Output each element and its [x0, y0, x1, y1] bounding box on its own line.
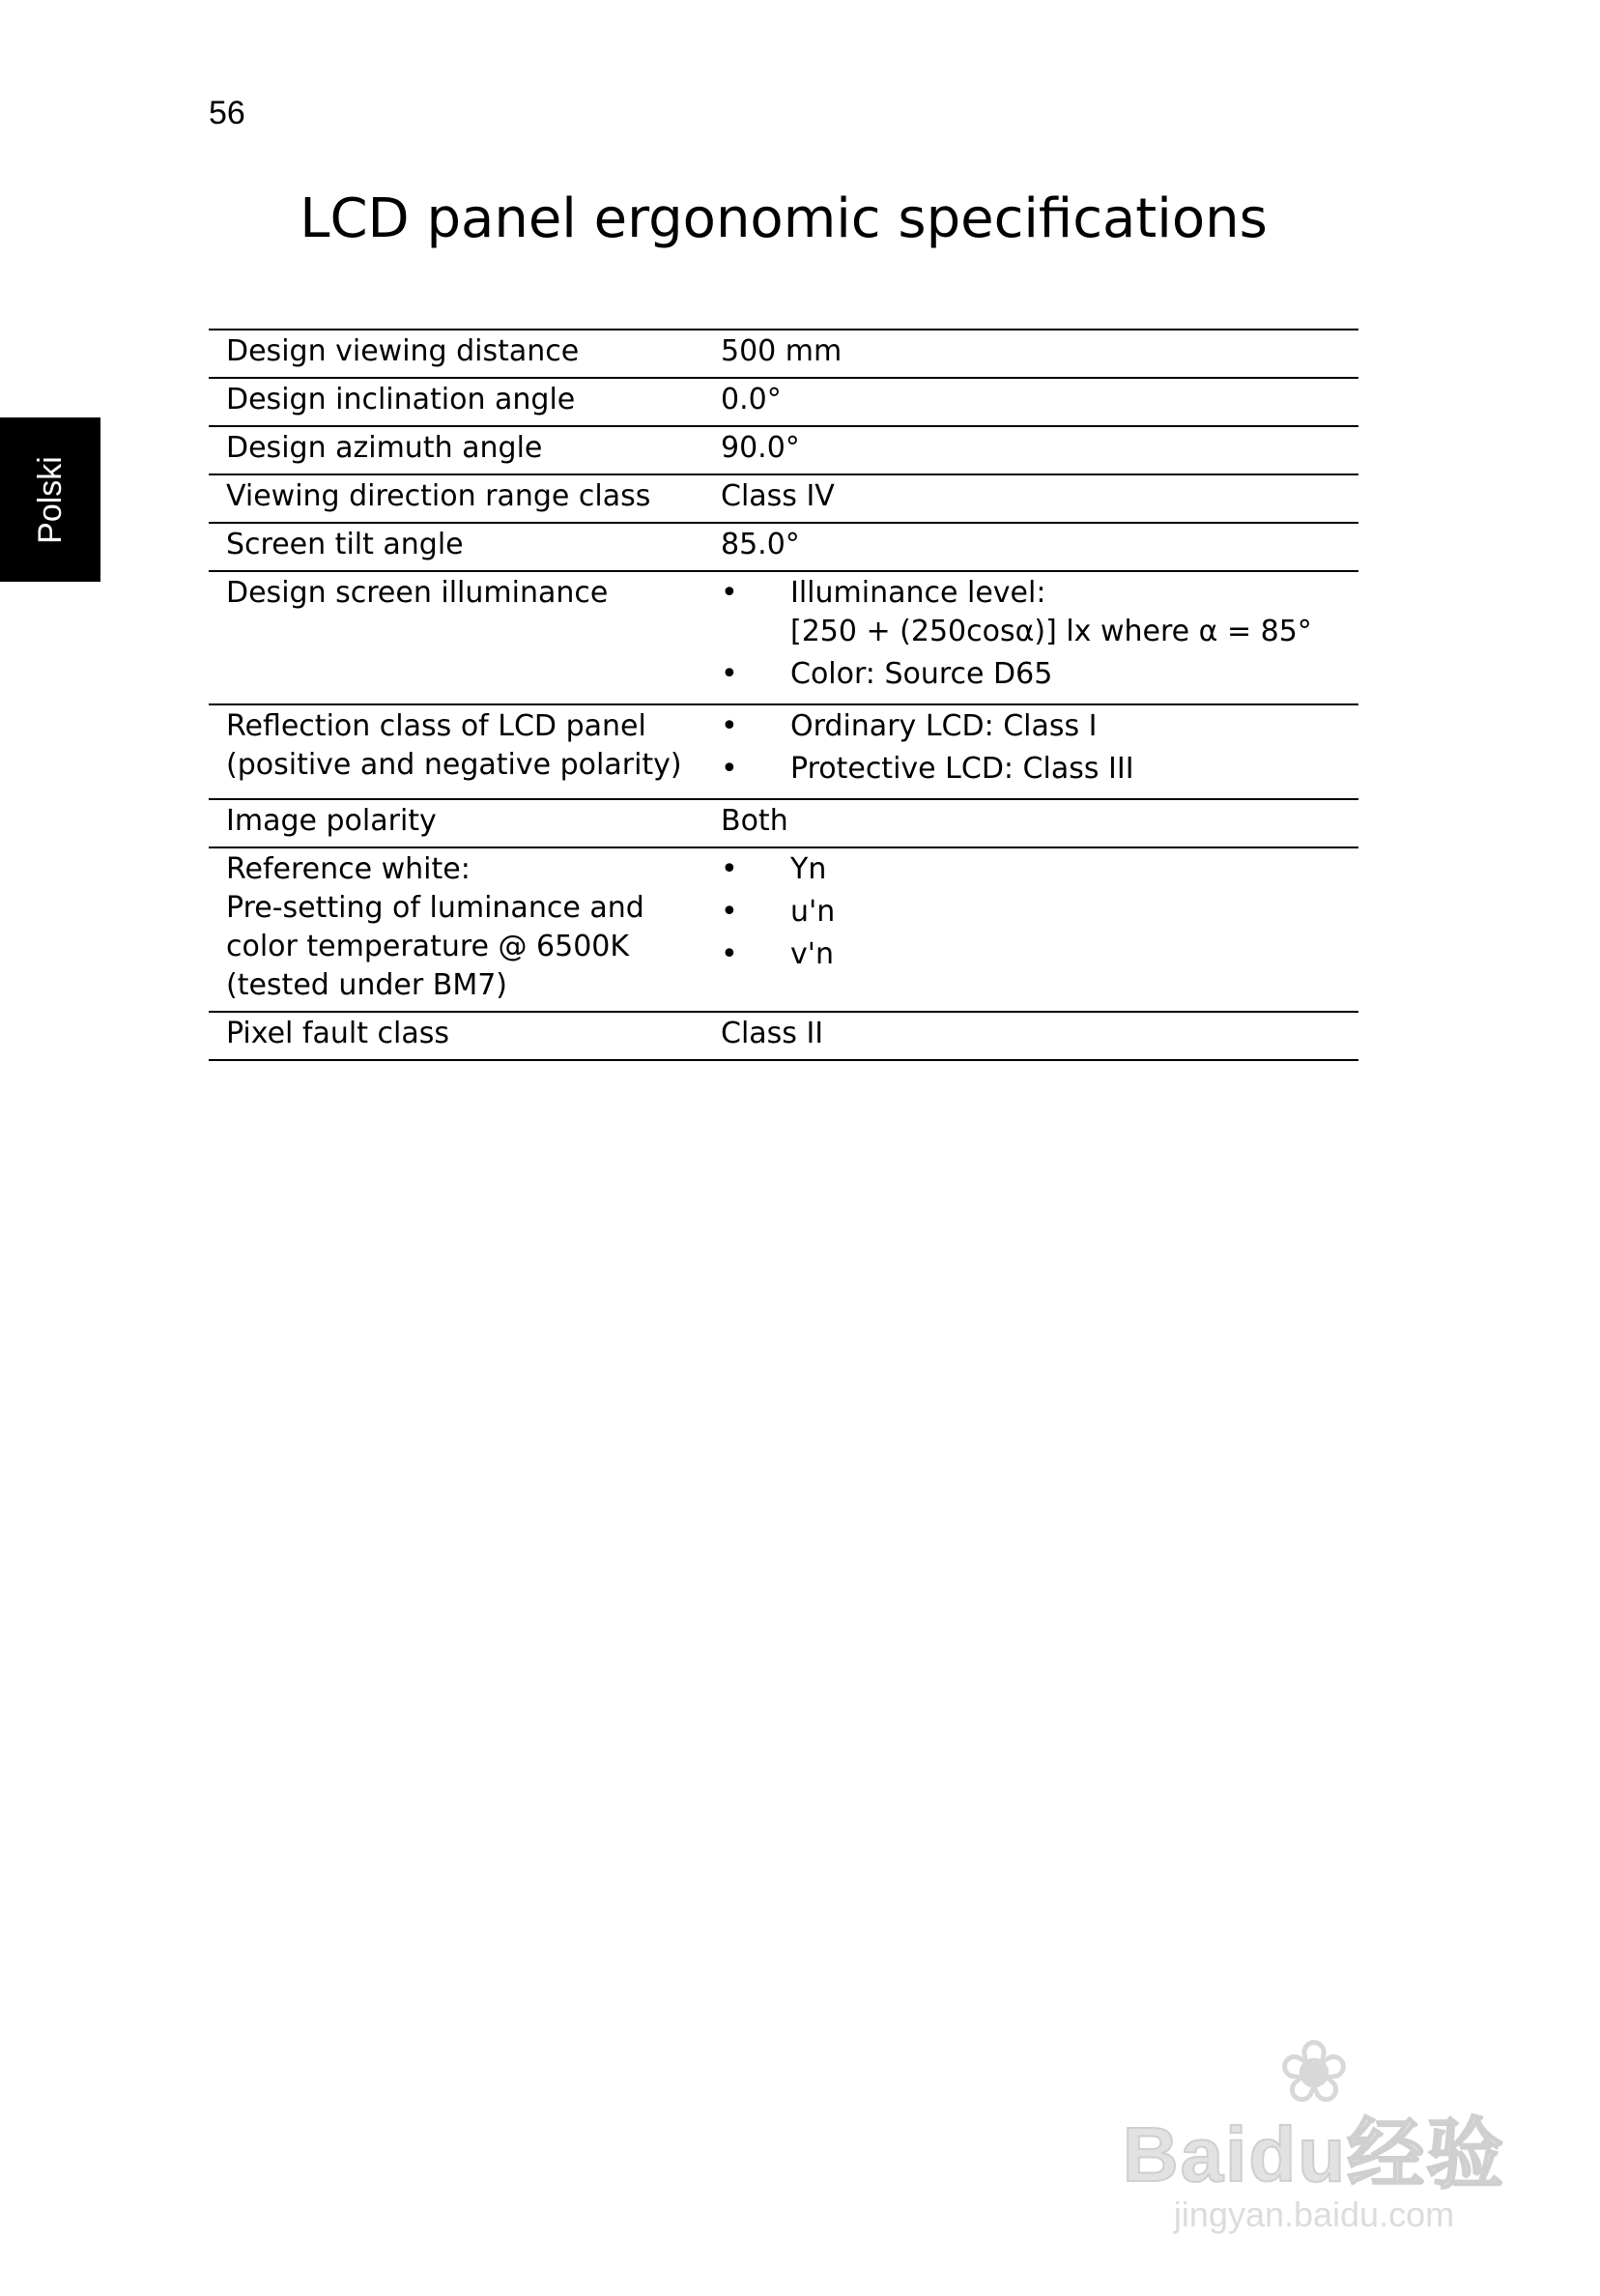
list-item: [721, 893, 1349, 932]
spec-label: Pixel fault class: [226, 1017, 449, 1050]
table-row: [209, 572, 1358, 705]
spec-label-line: (positive and negative polarity): [226, 748, 682, 782]
spec-value: [709, 572, 1358, 703]
table-row: [209, 800, 1358, 848]
language-tab-label: Polski: [31, 455, 69, 544]
list-item: [721, 935, 1349, 974]
bullet-icon: •: [721, 895, 738, 929]
spec-label-line: (tested under BM7): [226, 968, 508, 1002]
table-row: [209, 427, 1358, 475]
bullet-text: Illuminance level:: [790, 576, 1046, 610]
table-row: [209, 705, 1358, 800]
bullet-list: [721, 707, 1349, 789]
spec-value: 85.0°: [721, 528, 800, 561]
bullet-text: u'n: [790, 895, 836, 929]
spec-value: Class II: [721, 1017, 824, 1050]
watermark-logo: Baidu经验: [1122, 2111, 1506, 2197]
table-row: [209, 330, 1358, 379]
spec-label-line: Reference white:: [226, 852, 471, 886]
table-row: [209, 1013, 1358, 1061]
bullet-icon: •: [721, 752, 738, 786]
spec-value: 90.0°: [721, 431, 800, 465]
spec-value: 0.0°: [721, 383, 782, 416]
bullet-icon: •: [721, 576, 738, 610]
paw-icon: ❀: [1277, 2022, 1351, 2123]
spec-label: Viewing direction range class: [226, 479, 651, 513]
bullet-icon: •: [721, 852, 738, 886]
spec-value: Class IV: [721, 479, 835, 513]
spec-value: Both: [721, 804, 788, 838]
spec-label-line: color temperature @ 6500K: [226, 930, 630, 963]
spec-label: Design inclination angle: [226, 383, 576, 416]
bullet-text: Color: Source D65: [790, 657, 1053, 691]
table-row: [209, 848, 1358, 1013]
spec-label-line: Reflection class of LCD panel: [226, 709, 646, 743]
bullet-icon: •: [721, 657, 738, 691]
page-title: LCD panel ergonomic specifications: [300, 187, 1268, 250]
spec-label: Screen tilt angle: [226, 528, 464, 561]
watermark: [1121, 2022, 1507, 2252]
bullet-icon: •: [721, 937, 738, 971]
spec-table: [209, 329, 1358, 1061]
watermark-url: jingyan.baidu.com: [1173, 2195, 1455, 2234]
spec-label: [209, 705, 709, 798]
language-tab: [0, 417, 100, 582]
list-item: [721, 850, 1349, 889]
table-row: [209, 475, 1358, 524]
spec-label: Design azimuth angle: [226, 431, 543, 465]
bullet-list: [721, 850, 1349, 974]
bullet-continuation: [250 + (250cosα)] lx where α = 85°: [790, 615, 1312, 648]
bullet-text: Yn: [790, 852, 827, 886]
list-item: [721, 750, 1349, 789]
table-row: [209, 379, 1358, 427]
spec-label: Design viewing distance: [226, 334, 580, 368]
bullet-text: Protective LCD: Class III: [790, 752, 1134, 786]
bullet-text: Ordinary LCD: Class I: [790, 709, 1098, 743]
bullet-icon: •: [721, 709, 738, 743]
bullet-list: [721, 574, 1349, 694]
spec-label: Image polarity: [226, 804, 437, 838]
list-item: [721, 655, 1349, 694]
page-number: 56: [209, 95, 245, 131]
list-item: [721, 574, 1349, 651]
spec-label: Design screen illuminance: [226, 576, 609, 610]
spec-value: 500 mm: [721, 334, 843, 368]
spec-value: [709, 705, 1358, 798]
spec-label: [209, 848, 709, 1011]
spec-label-line: Pre-setting of luminance and: [226, 891, 644, 925]
spec-value: [709, 848, 1358, 1011]
bullet-text: v'n: [790, 937, 835, 971]
list-item: [721, 707, 1349, 746]
table-row: [209, 524, 1358, 572]
